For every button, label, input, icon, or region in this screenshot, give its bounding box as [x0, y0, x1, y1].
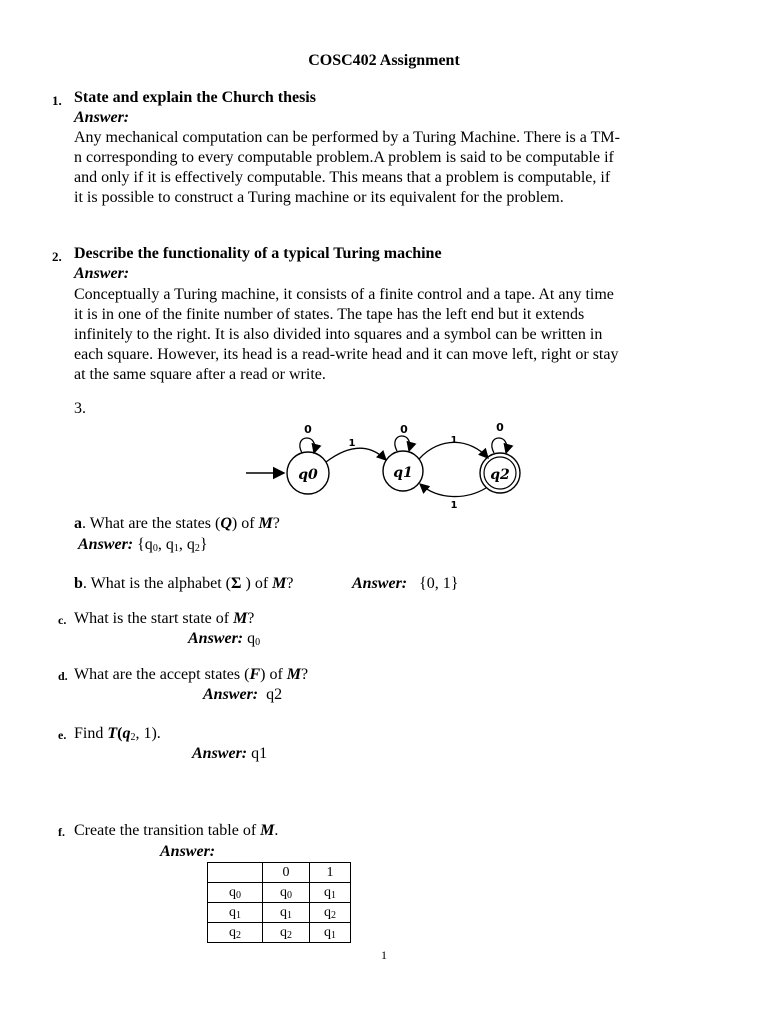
q3e-sub: 2 [130, 732, 136, 743]
table-header-cell: 1 [310, 863, 351, 883]
q1-line: and only if it is effectively computable. This means that a problem is computable, if [74, 169, 611, 186]
table-cell [208, 903, 263, 923]
q3a-ans-sub: 1 [173, 543, 179, 554]
table-cell [310, 903, 351, 923]
table-header-row [208, 863, 351, 883]
q3a-ans-part: , q [178, 536, 195, 553]
q3f-pre: Create the transition table of [74, 822, 261, 839]
state-diagram [240, 418, 540, 514]
q3a-post: ? [272, 515, 280, 532]
edge-label-q1-q2: 1 [450, 435, 458, 446]
q3e-q: q [122, 725, 131, 742]
q3d-post: ? [301, 666, 309, 683]
q3a-label: a [74, 515, 82, 532]
q1-answer-label: Answer: [74, 109, 130, 126]
q3a-answer-label: Answer: [78, 536, 134, 553]
loop-label-q1: 0 [400, 423, 408, 436]
edge-q0-q1 [326, 448, 386, 462]
loop-q2 [492, 438, 507, 453]
q3a-pre: . What are the states ( [82, 515, 221, 532]
q2-line: it is in one of the finite number of states. The tape has the left end but it extends [74, 306, 585, 323]
q1-line: Any mechanical computation can be performed by a Turing Machine. There is a TM- [74, 129, 620, 146]
q3c-pre: What is the start state of [74, 610, 234, 627]
q3d-question [74, 666, 308, 684]
q3a-answer [78, 536, 208, 554]
table-cell [310, 923, 351, 943]
q3d-pre: What are the accept states ( [74, 666, 250, 683]
page-number: 1 [381, 948, 387, 962]
cell-q: q [280, 904, 287, 920]
q3a-ans-sub: 0 [152, 543, 158, 554]
q3e-pre: Find [74, 725, 108, 742]
q1-line: it is possible to construct a Turing machine or its equivalent for the problem. [74, 189, 564, 206]
state-label-q2: q2 [490, 467, 510, 483]
cell-sub: 2 [236, 929, 241, 941]
q3b-pre: . What is the alphabet ( [82, 575, 232, 592]
q3c-post: ? [247, 610, 255, 627]
loop-label-q2: 0 [496, 421, 504, 434]
q3e-label: e. [58, 728, 67, 742]
table-row [208, 883, 351, 903]
q3b-answer-value: {0, 1} [419, 575, 459, 592]
table-header-cell: 0 [263, 863, 310, 883]
table-cell [263, 883, 310, 903]
edge-label-q0-q1: 1 [348, 438, 356, 449]
q3f-answer-label: Answer: [160, 843, 216, 860]
q3d-answer-value: q2 [266, 686, 283, 703]
q3c-ans-part: q [247, 630, 256, 647]
q1-answer-text [74, 128, 692, 208]
edge-q2-q1 [420, 484, 486, 497]
cell-q: q [324, 924, 331, 940]
q3d-symbol: F [249, 666, 261, 683]
loop-q1 [395, 436, 410, 451]
table-header-cell [208, 863, 263, 883]
loop-label-q0: 0 [304, 423, 312, 436]
q3b-symbol: Σ [231, 575, 242, 592]
q3b-m: M [272, 575, 287, 592]
q3f-m: M [260, 822, 275, 839]
q3c-question [74, 610, 254, 628]
q3f-post: . [274, 822, 279, 839]
q3-number: 3. [74, 400, 86, 417]
q3c-ans-sub: 0 [255, 637, 261, 648]
q3a-mid: ) of [231, 515, 259, 532]
q3c-label: c. [58, 613, 67, 627]
q2-line: at the same square after a read or write. [74, 366, 326, 383]
q3d-answer-label: Answer: [203, 686, 259, 703]
q3a-symbol: Q [220, 515, 232, 532]
cell-q: q [229, 884, 236, 900]
cell-sub: 2 [287, 929, 292, 941]
q1-question: State and explain the Church thesis [74, 89, 316, 106]
q3a-question [74, 515, 280, 533]
q3b-answer [352, 575, 458, 593]
cell-sub: 0 [287, 889, 292, 901]
table-cell [263, 903, 310, 923]
q3e-t: T [107, 725, 118, 742]
table-row [208, 923, 351, 943]
q3c-m: M [233, 610, 248, 627]
q3e-answer [192, 745, 267, 763]
cell-sub: 1 [236, 909, 241, 921]
cell-sub: 1 [331, 929, 336, 941]
loop-q0 [300, 438, 315, 453]
table-row [208, 903, 351, 923]
q3b-answer-label: Answer: [352, 575, 408, 592]
cell-q: q [280, 924, 287, 940]
q2-answer-label: Answer: [74, 265, 130, 282]
q3e-answer-label: Answer: [192, 745, 248, 762]
q3a-ans-part: } [199, 536, 208, 553]
cell-q: q [229, 904, 236, 920]
cell-q: q [324, 904, 331, 920]
q1-number: 1. [52, 93, 62, 108]
q3e-post: , 1). [135, 725, 161, 742]
q3e-open: ( [117, 725, 123, 742]
table-cell [263, 923, 310, 943]
q2-line: infinitely to the right. It is also divided into squares and a symbol can be written in [74, 326, 603, 343]
q3d-label: d. [58, 669, 68, 683]
cell-q: q [229, 924, 236, 940]
transition-table [207, 862, 351, 943]
table-cell [208, 923, 263, 943]
cell-sub: 2 [331, 909, 336, 921]
table-cell [208, 883, 263, 903]
q3a-ans-sub: 2 [194, 543, 200, 554]
q3c-answer [188, 630, 260, 648]
q3f-label: f. [58, 825, 65, 839]
edge-label-q2-q1: 1 [450, 500, 458, 511]
q2-number: 2. [52, 249, 62, 264]
q3a-ans-part: , q [157, 536, 174, 553]
q3b-label: b [74, 575, 83, 592]
q3b-post: ? [286, 575, 294, 592]
q2-question: Describe the functionality of a typical Turing machine [74, 245, 442, 262]
cell-sub: 1 [287, 909, 292, 921]
q3c-answer-label: Answer: [188, 630, 244, 647]
cell-q: q [280, 884, 287, 900]
q3a-m: M [258, 515, 273, 532]
q3f-question [74, 822, 278, 840]
q3b-mid: ) of [241, 575, 273, 592]
cell-sub: 0 [236, 889, 241, 901]
q3d-mid: ) of [260, 666, 287, 683]
state-label-q1: q1 [393, 465, 413, 481]
q3b-question [74, 575, 293, 593]
q2-answer-text [74, 285, 692, 385]
q3d-answer [203, 686, 282, 704]
page-title: COSC402 Assignment [308, 52, 460, 69]
cell-sub: 1 [331, 889, 336, 901]
table-cell [310, 883, 351, 903]
q3e-question [74, 725, 161, 743]
q1-line: n corresponding to every computable problem.A problem is said to be computable if [74, 149, 614, 166]
q2-line: each square. However, its head is a read-write head and it can move left, right or stay [74, 346, 619, 363]
q3a-ans-part: {q [137, 536, 153, 553]
q3d-m: M [286, 666, 302, 683]
q3e-answer-value: q1 [251, 745, 268, 762]
cell-q: q [324, 884, 331, 900]
state-label-q0: q0 [298, 467, 318, 483]
q2-line: Conceptually a Turing machine, it consists of a finite control and a tape. At any time [74, 286, 614, 303]
